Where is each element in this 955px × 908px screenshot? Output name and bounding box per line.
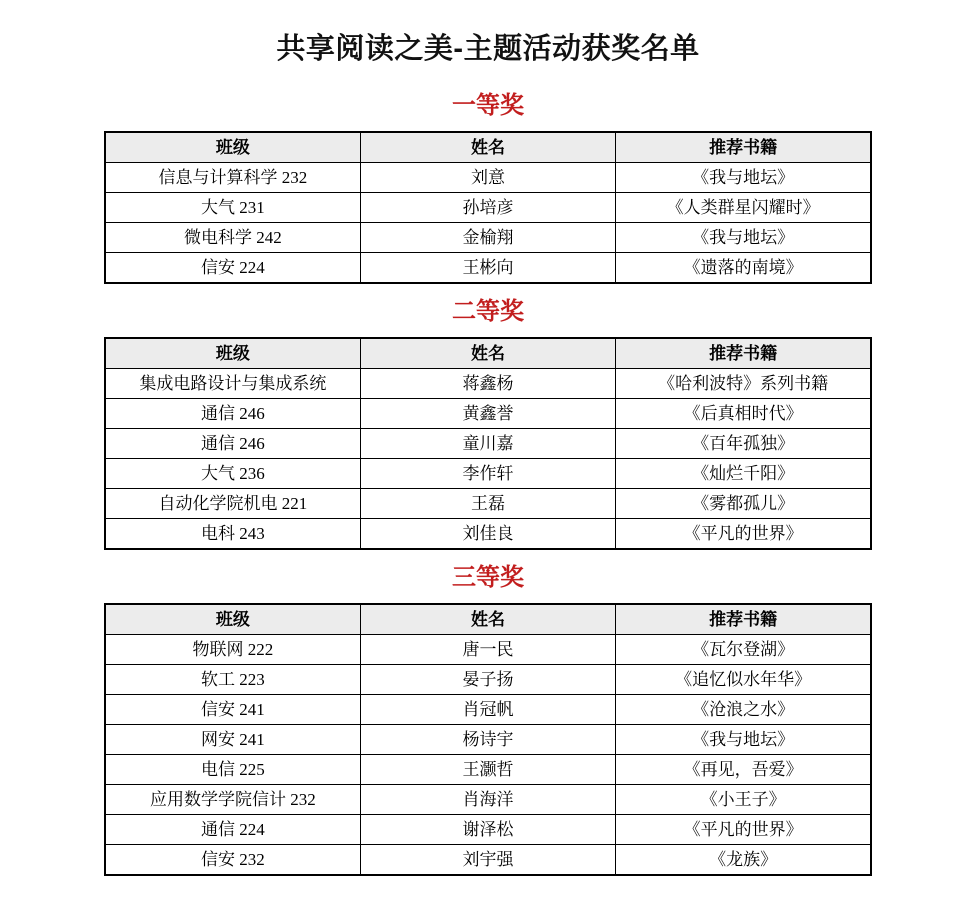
class-cell: 通信 246 <box>105 429 360 459</box>
award-table <box>104 603 872 876</box>
class-cell: 信安 232 <box>105 845 360 876</box>
table-row <box>105 635 871 665</box>
student-name-cell: 肖海洋 <box>360 785 615 815</box>
column-header: 姓名 <box>360 132 615 163</box>
student-name-cell: 黄鑫誉 <box>360 399 615 429</box>
table-row <box>105 459 871 489</box>
book-cell: 《龙族》 <box>616 845 871 876</box>
document-page <box>104 0 872 876</box>
book-cell: 《小王子》 <box>616 785 871 815</box>
table-row <box>105 785 871 815</box>
class-cell: 微电科学 242 <box>105 223 360 253</box>
book-cell: 《平凡的世界》 <box>616 519 871 550</box>
column-header: 班级 <box>105 604 360 635</box>
award-sections <box>104 92 872 876</box>
book-cell: 《再见，吾爱》 <box>616 755 871 785</box>
book-cell: 《沧浪之水》 <box>616 695 871 725</box>
book-cell: 《我与地坛》 <box>616 163 871 193</box>
book-cell: 《雾都孤儿》 <box>616 489 871 519</box>
table-row <box>105 815 871 845</box>
book-cell: 《百年孤独》 <box>616 429 871 459</box>
column-header: 姓名 <box>360 604 615 635</box>
table-row <box>105 369 871 399</box>
table-row <box>105 253 871 284</box>
column-header: 姓名 <box>360 338 615 369</box>
class-cell: 大气 231 <box>105 193 360 223</box>
table-row <box>105 725 871 755</box>
section-heading: 三等奖 <box>452 564 524 591</box>
student-name-cell: 王彬向 <box>360 253 615 284</box>
student-name-cell: 李作轩 <box>360 459 615 489</box>
student-name-cell: 蒋鑫杨 <box>360 369 615 399</box>
book-cell: 《人类群星闪耀时》 <box>616 193 871 223</box>
student-name-cell: 肖冠帆 <box>360 695 615 725</box>
student-name-cell: 王磊 <box>360 489 615 519</box>
header-row <box>105 132 871 163</box>
column-header: 班级 <box>105 132 360 163</box>
award-section <box>104 564 872 876</box>
table-row <box>105 429 871 459</box>
table-row <box>105 665 871 695</box>
class-cell: 电信 225 <box>105 755 360 785</box>
student-name-cell: 刘佳良 <box>360 519 615 550</box>
class-cell: 自动化学院机电 221 <box>105 489 360 519</box>
class-cell: 软工 223 <box>105 665 360 695</box>
column-header: 推荐书籍 <box>616 338 871 369</box>
table-row <box>105 845 871 876</box>
class-cell: 通信 246 <box>105 399 360 429</box>
class-cell: 信安 224 <box>105 253 360 284</box>
table-row <box>105 163 871 193</box>
page-title: 共享阅读之美-主题活动获奖名单 <box>276 33 700 65</box>
student-name-cell: 金榆翔 <box>360 223 615 253</box>
student-name-cell: 刘意 <box>360 163 615 193</box>
table-row <box>105 223 871 253</box>
book-cell: 《瓦尔登湖》 <box>616 635 871 665</box>
table-row <box>105 519 871 550</box>
book-cell: 《哈利波特》系列书籍 <box>616 369 871 399</box>
book-cell: 《灿烂千阳》 <box>616 459 871 489</box>
book-cell: 《遗落的南境》 <box>616 253 871 284</box>
student-name-cell: 王灏哲 <box>360 755 615 785</box>
class-cell: 通信 224 <box>105 815 360 845</box>
class-cell: 电科 243 <box>105 519 360 550</box>
column-header: 推荐书籍 <box>616 604 871 635</box>
table-row <box>105 755 871 785</box>
student-name-cell: 谢泽松 <box>360 815 615 845</box>
class-cell: 大气 236 <box>105 459 360 489</box>
table-row <box>105 193 871 223</box>
class-cell: 信安 241 <box>105 695 360 725</box>
class-cell: 应用数学学院信计 232 <box>105 785 360 815</box>
section-heading: 二等奖 <box>452 298 524 325</box>
book-cell: 《后真相时代》 <box>616 399 871 429</box>
class-cell: 物联网 222 <box>105 635 360 665</box>
award-table <box>104 337 872 550</box>
table-row <box>105 489 871 519</box>
student-name-cell: 童川嘉 <box>360 429 615 459</box>
book-cell: 《我与地坛》 <box>616 725 871 755</box>
header-row <box>105 338 871 369</box>
award-table <box>104 131 872 284</box>
table-row <box>105 399 871 429</box>
student-name-cell: 杨诗宇 <box>360 725 615 755</box>
class-cell: 信息与计算科学 232 <box>105 163 360 193</box>
header-row <box>105 604 871 635</box>
student-name-cell: 唐一民 <box>360 635 615 665</box>
column-header: 班级 <box>105 338 360 369</box>
class-cell: 集成电路设计与集成系统 <box>105 369 360 399</box>
student-name-cell: 晏子扬 <box>360 665 615 695</box>
student-name-cell: 刘宇强 <box>360 845 615 876</box>
book-cell: 《平凡的世界》 <box>616 815 871 845</box>
book-cell: 《追忆似水年华》 <box>616 665 871 695</box>
table-row <box>105 695 871 725</box>
column-header: 推荐书籍 <box>616 132 871 163</box>
award-section <box>104 298 872 550</box>
student-name-cell: 孙培彦 <box>360 193 615 223</box>
award-section <box>104 92 872 284</box>
section-heading: 一等奖 <box>452 92 524 119</box>
book-cell: 《我与地坛》 <box>616 223 871 253</box>
class-cell: 网安 241 <box>105 725 360 755</box>
